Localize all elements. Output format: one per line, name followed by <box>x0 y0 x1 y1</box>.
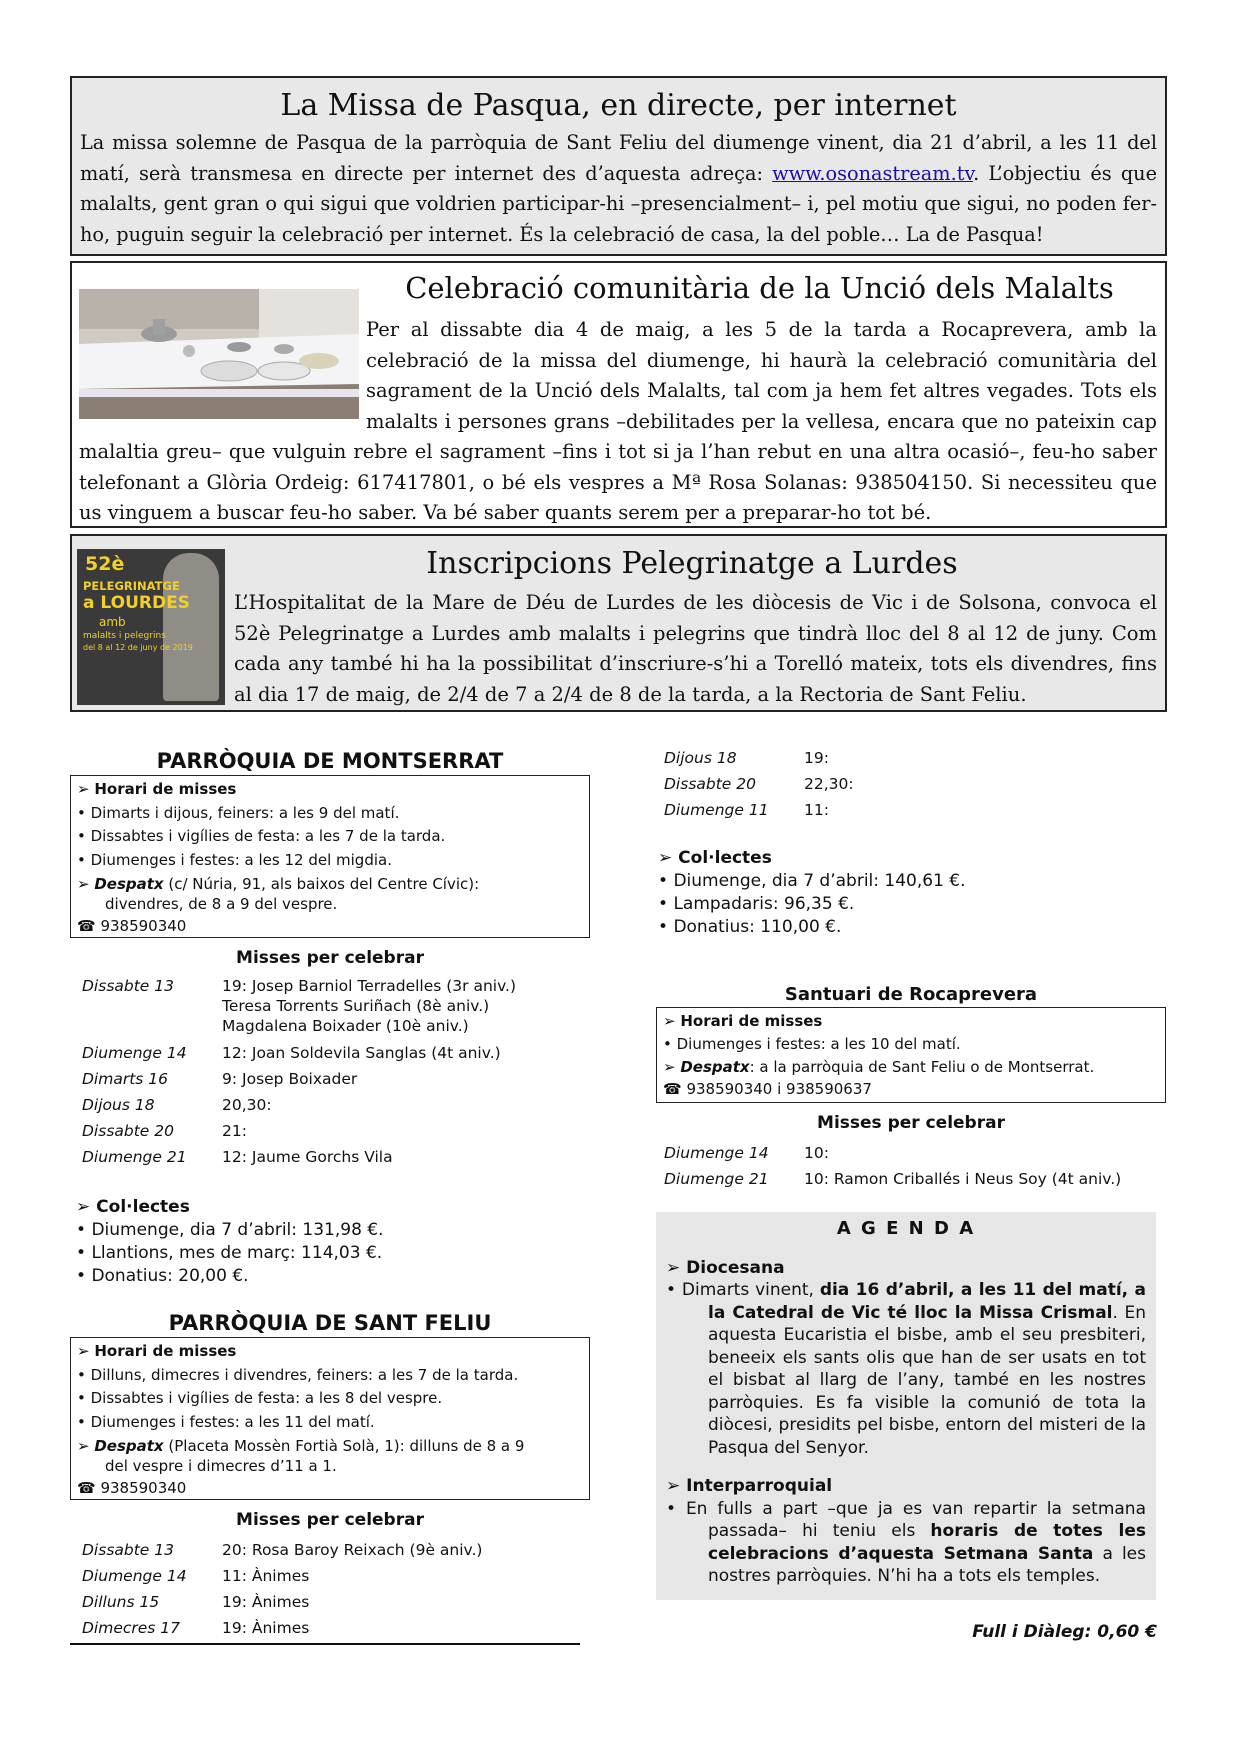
montserrat-misses <box>82 976 592 1170</box>
phone-icon: ☎ <box>663 1080 687 1098</box>
mass-row: Diumenge 14 12: Joan Soldevila Sanglas (4t aniv.) <box>82 1044 501 1062</box>
agenda-diocesana-head: ➢ Diocesana <box>666 1257 785 1278</box>
santfeliu-horari-box <box>70 1337 590 1500</box>
mass-row: Diumenge 14 10: <box>664 1144 829 1162</box>
santfeliu-misses <box>82 1537 592 1641</box>
lurdes-box <box>70 534 1167 712</box>
santfeliu-horari-head: ➢ Horari de misses <box>77 1342 237 1360</box>
montserrat-horari-head: ➢ Horari de misses <box>77 780 237 798</box>
uncio-box <box>70 261 1167 528</box>
lurdes-poster <box>77 549 225 705</box>
mass-row: Teresa Torrents Suriñach (8è aniv.) <box>222 997 490 1015</box>
uncio-title: Celebració comunitària de la Unció dels Malalts <box>405 271 1114 305</box>
arrow-icon: ➢ <box>77 1437 95 1455</box>
santfeliu-collecta: • Lampadaris: 96,35 €. <box>658 894 855 914</box>
missa-pasqua-text-after: . L’objectiu és que malalts, gent gran o qui sigui que voldrien participar-hi –presencialment– i, pel motiu que sigui, no poden fer-ho, puguin seguir la celebració per internet. És la celebració de casa, la del poble… La de Pasqua! <box>80 161 1157 246</box>
missa-pasqua-text <box>80 128 1157 250</box>
poster-line5: del 8 al 12 de juny de 2019 <box>83 643 193 652</box>
mass-row: Diumenge 14 11: Ànimes <box>82 1567 310 1585</box>
arrow-icon: ➢ <box>77 875 95 893</box>
montserrat-collecta: • Donatius: 20,00 €. <box>76 1266 249 1286</box>
arrow-icon: ➢ <box>77 780 95 798</box>
montserrat-collectes-head: ➢ Col·lectes <box>76 1197 190 1217</box>
santfeliu-misses-cont <box>664 745 1084 823</box>
rocaprevera-phone: ☎ 938590340 i 938590637 <box>663 1080 872 1098</box>
mass-row: Dissabte 20 22,30: <box>664 775 854 793</box>
uncio-text-body: Per al dissabte dia 4 de maig, a les 5 de la tarda a Rocaprevera, amb la celebració de la missa del diumenge, hi haurà la celebració comunitària del sagrament de la Unció dels Malalts, tal com ja hem fet altres vegades. Tots els malalts i persones grans –debilitades per la vellesa, encara que no pateixin cap malaltia greu– que vulguin rebre el sagrament –fins i tot si ja l’han rebut en una altra ocasió–, feu-ho saber telefonant a Glòria Ordeig: 617417801, o bé els vespres a Mª Rosa Solanas: 938504150. Si necessiteu que us vinguem a buscar feu-ho saber. Va bé saber quants serem per a preparar-ho tot bé. <box>79 318 1157 524</box>
santfeliu-collectes-head: ➢ Col·lectes <box>658 848 772 868</box>
mass-row: Dilluns 15 19: Ànimes <box>82 1593 310 1611</box>
arrow-icon: ➢ <box>658 848 679 868</box>
arrow-icon: ➢ <box>663 1012 681 1030</box>
montserrat-despatx-2: divendres, de 8 a 9 del vespre. <box>105 895 338 913</box>
rocaprevera-misses-title: Misses per celebrar <box>817 1113 1005 1133</box>
missa-pasqua-title: La Missa de Pasqua, en directe, per internet <box>280 88 957 123</box>
rocaprevera-misses <box>664 1140 1164 1192</box>
santfeliu-horari-2: • Dissabtes i vigílies de festa: a les 8 del vespre. <box>77 1389 443 1407</box>
montserrat-phone: ☎ 938590340 <box>77 917 187 935</box>
montserrat-collecta: • Llantions, mes de març: 114,03 €. <box>76 1243 383 1263</box>
mass-row: Dissabte 13 20: Rosa Baroy Reixach (9è aniv.) <box>82 1541 483 1559</box>
montserrat-horari-1: • Dimarts i dijous, feiners: a les 9 del matí. <box>77 803 400 822</box>
agenda-inter-text: • En fulls a part –que ja es van repartir la setmana passada– hi teniu els horaris de totes les celebracions d’aquesta Setmana Santa a les nostres parròquies. N’hi ha a tots els temples. <box>666 1498 1147 1586</box>
agenda-title: A G E N D A <box>836 1218 976 1239</box>
mass-row: Diumenge 21 12: Jaume Gorchs Vila <box>82 1148 393 1166</box>
rocaprevera-horari-box <box>656 1007 1166 1103</box>
montserrat-despatx: ➢ Despatx (c/ Núria, 91, als baixos del Centre Cívic): <box>77 875 480 893</box>
santfeliu-misses-title: Misses per celebrar <box>236 1510 424 1530</box>
mass-row: Diumenge 21 10: Ramon Criballés i Neus Soy (4t aniv.) <box>664 1170 1122 1188</box>
phone-icon: ☎ <box>77 1479 101 1497</box>
footer-price: Full i Diàleg: 0,60 € <box>972 1622 1157 1642</box>
agenda-diocesana-text: • Dimarts vinent, dia 16 d’abril, a les 11 del matí, a la Catedral de Vic té lloc la Missa Crismal. En aquesta Eucaristia el bisbe, amb el seu presbiteri, beneeix els sants olis que han de ser usats en tot el bisbat al llarg de l’any, també en les nostres parròquies. Es fa visible la comunió de tota la diòcesi, presidits pel bisbe, entorn del misteri de la Pasqua del Senyor. <box>666 1280 1147 1458</box>
arrow-icon: ➢ <box>666 1476 687 1496</box>
poster-line3: amb <box>99 615 126 629</box>
photo-float <box>79 315 366 435</box>
santfeliu-despatx: ➢ Despatx (Placeta Mossèn Fortià Solà, 1): dilluns de 8 a 9 <box>77 1437 525 1455</box>
agenda-inter-head: ➢ Interparroquial <box>666 1476 833 1496</box>
mass-row: Dissabte 20 21: <box>82 1122 247 1140</box>
missa-pasqua-box <box>70 76 1167 256</box>
montserrat-horari-box <box>70 775 590 938</box>
santfeliu-collecta: • Diumenge, dia 7 d’abril: 140,61 €. <box>658 871 966 891</box>
santfeliu-collecta: • Donatius: 110,00 €. <box>658 917 842 937</box>
left-column-rule <box>70 1643 580 1645</box>
montserrat-title: PARRÒQUIA DE MONTSERRAT <box>156 749 504 773</box>
osonastream-link[interactable]: www.osonastream.tv <box>772 161 974 185</box>
poster-line2: a LOURDES <box>83 593 190 613</box>
missa-pasqua-text-before: La missa solemne de Pasqua de la parròquia de Sant Feliu del diumenge vinent, dia 21 d’abril, a les 11 del matí, serà transmesa en directe per internet des d’aquesta adreça: <box>80 131 1157 185</box>
lurdes-text: L’Hospitalitat de la Mare de Déu de Lurdes de les diòcesis de Vic i de Solsona, convoca el 52è Pelegrinatge a Lurdes amb malalts i pelegrins que tindrà lloc del 8 al 12 de juny. Com cada any també hi ha la possibilitat d’inscriure-s’hi a Torelló mateix, tots els divendres, fins al dia 17 de maig, de 2/4 de 7 a 2/4 de 8 de la tarda, a la Rectoria de Sant Feliu. <box>234 591 1157 706</box>
arrow-icon: ➢ <box>77 1342 95 1360</box>
santfeliu-title: PARRÒQUIA DE SANT FELIU <box>168 1311 492 1335</box>
santfeliu-collectes <box>658 847 966 939</box>
arrow-icon: ➢ <box>76 1197 97 1217</box>
montserrat-collectes <box>76 1196 384 1288</box>
mass-row: Dissabte 13 19: Josep Barniol Terradelles (3r aniv.) <box>82 977 517 995</box>
santfeliu-despatx-2: del vespre i dimecres d’11 a 1. <box>105 1457 337 1475</box>
poster-line1: PELEGRINATGE <box>83 579 180 593</box>
santfeliu-phone: ☎ 938590340 <box>77 1479 187 1497</box>
mass-row: Dijous 18 19: <box>664 749 829 767</box>
rocaprevera-horari-1: • Diumenges i festes: a les 10 del matí. <box>663 1035 961 1053</box>
santfeliu-horari-1: • Dilluns, dimecres i divendres, feiners: a les 7 de la tarda. <box>77 1365 519 1384</box>
lurdes-title: Inscripcions Pelegrinatge a Lurdes <box>426 546 958 581</box>
mass-row: Diumenge 11 11: <box>664 801 829 819</box>
montserrat-collecta: • Diumenge, dia 7 d’abril: 131,98 €. <box>76 1220 384 1240</box>
rocaprevera-title: Santuari de Rocaprevera <box>784 984 1038 1005</box>
santfeliu-horari-3: • Diumenges i festes: a les 11 del matí. <box>77 1412 375 1431</box>
uncio-text <box>79 315 1157 529</box>
rocaprevera-despatx: ➢ Despatx: a la parròquia de Sant Feliu o de Montserrat. <box>663 1058 1095 1076</box>
montserrat-misses-title: Misses per celebrar <box>236 948 424 968</box>
phone-icon: ☎ <box>77 917 101 935</box>
poster-line4: malalts i pelegrins <box>83 631 166 641</box>
agenda-box <box>656 1212 1156 1600</box>
rocaprevera-horari-head: ➢ Horari de misses <box>663 1012 823 1030</box>
arrow-icon: ➢ <box>663 1058 681 1076</box>
arrow-icon: ➢ <box>666 1257 687 1278</box>
mass-row: Dimarts 16 9: Josep Boixader <box>82 1070 358 1088</box>
mass-row: Dimecres 17 19: Ànimes <box>82 1619 310 1637</box>
poster-number: 52è <box>85 553 125 575</box>
montserrat-horari-3: • Diumenges i festes: a les 12 del migdia. <box>77 850 392 869</box>
mass-row: Dijous 18 20,30: <box>82 1096 272 1114</box>
montserrat-horari-2: • Dissabtes i vigílies de festa: a les 7 de la tarda. <box>77 827 446 845</box>
mass-row: Magdalena Boixader (10è aniv.) <box>222 1017 469 1035</box>
